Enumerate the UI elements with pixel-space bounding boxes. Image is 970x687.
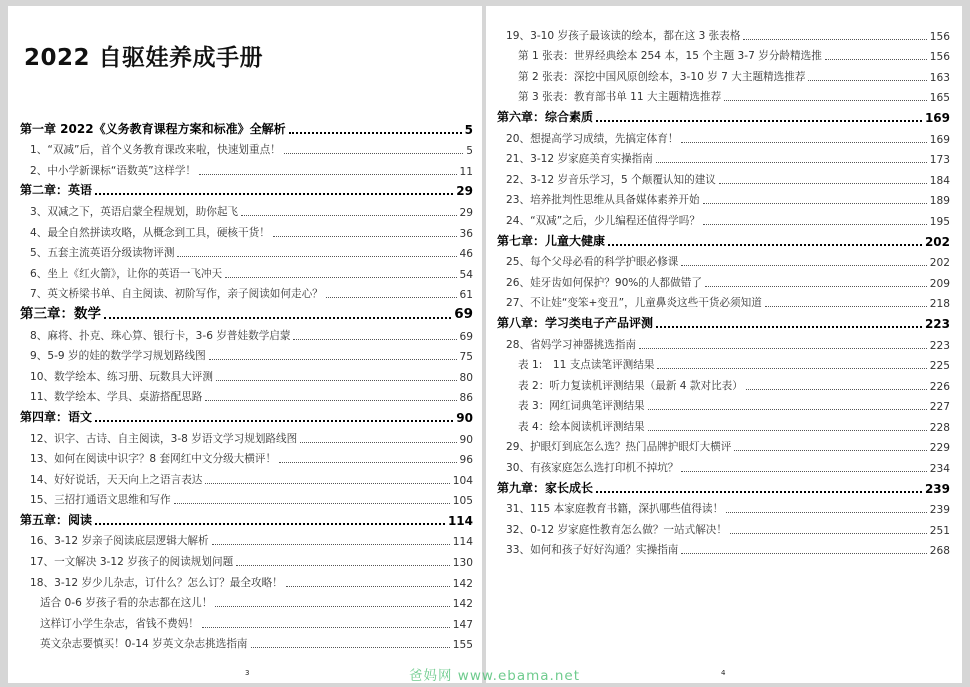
toc-entry-page-number: 105 xyxy=(452,495,473,508)
toc-entry-title: 第 2 张表：深挖中国风原创绘本，3-10 岁 7 大主题精选推荐 xyxy=(518,70,806,83)
toc-entry-page-number: 226 xyxy=(929,380,950,393)
toc-entry-page-number: 202 xyxy=(929,257,950,270)
toc-entry-page-number: 173 xyxy=(929,154,950,167)
toc-entry[interactable] xyxy=(8,198,482,219)
dot-leader xyxy=(765,306,927,307)
dot-leader xyxy=(639,348,927,349)
toc-entry-title: 表 3：网红词典笔评测结果 xyxy=(518,400,645,413)
page-number: 4 xyxy=(721,669,726,677)
toc-chapter-entry[interactable] xyxy=(8,404,482,425)
toc-entry-title: 20、想提高学习成绩，先搞定体育！ xyxy=(506,132,679,145)
dot-leader xyxy=(241,215,456,216)
toc-entry[interactable] xyxy=(486,454,962,475)
toc-entry-page-number: 46 xyxy=(459,248,473,261)
toc-entry-title: 10、数学绘本、练习册、玩数具大评测 xyxy=(30,370,213,383)
toc-entry-title: 第五章：阅读 xyxy=(20,512,93,527)
toc-entry[interactable] xyxy=(486,372,962,393)
dot-leader xyxy=(199,174,456,175)
toc-entry[interactable] xyxy=(486,331,962,352)
toc-entry-title: 31、115 本家庭教育书籍，深扒哪些值得读！ xyxy=(506,503,724,516)
toc-entry-title: 这样订小学生杂志，省钱不费妈！ xyxy=(40,617,199,630)
toc-entry[interactable] xyxy=(8,487,482,508)
dot-leader xyxy=(209,359,457,360)
dot-leader xyxy=(104,317,451,319)
toc-entry-page-number: 80 xyxy=(459,371,473,384)
toc-entry-title: 第一章 2022《义务教育课程方案和标准》全解析 xyxy=(20,121,286,136)
toc-entry[interactable] xyxy=(486,413,962,434)
toc-entry-title: 3、双减之下，英语启蒙全程规划，助你起飞 xyxy=(30,205,239,218)
toc-entry-title: 13、如何在阅读中识字？8 套网红中文分级大横评！ xyxy=(30,453,277,466)
toc-entry-title: 表 2：听力复读机评测结果（最新 4 款对比表） xyxy=(518,379,743,392)
toc-entry-title: 第八章：学习类电子产品评测 xyxy=(497,315,654,330)
toc-entry-page-number: 225 xyxy=(929,360,950,373)
dot-leader xyxy=(251,647,450,648)
document-page-left xyxy=(8,6,482,683)
toc-entry-page-number: 234 xyxy=(929,463,950,476)
toc-entry-title: 第九章：家长成长 xyxy=(497,480,594,495)
toc-entry-page-number: 69 xyxy=(454,305,473,322)
toc-entry[interactable] xyxy=(486,166,962,187)
toc-entry-page-number: 5 xyxy=(466,145,473,158)
dot-leader xyxy=(289,132,462,134)
toc-entry[interactable] xyxy=(8,466,482,487)
toc-entry-page-number: 86 xyxy=(459,392,473,405)
toc-entry-page-number: 239 xyxy=(924,481,950,496)
toc-entry[interactable] xyxy=(486,516,962,537)
toc-entry[interactable] xyxy=(8,322,482,343)
toc-entry-title: 33、如何和孩子好好沟通？实操指南 xyxy=(506,544,679,557)
toc-entry-title: 6、坐上《红火箭》，让你的英语一飞冲天 xyxy=(30,267,223,280)
toc-entry-page-number: 114 xyxy=(452,536,473,549)
toc-entry[interactable] xyxy=(8,260,482,281)
toc-entry-title: 18、3-12 岁少儿杂志，订什么？怎么订？最全攻略！ xyxy=(30,576,283,589)
toc-entry-page-number: 130 xyxy=(452,557,473,570)
toc-entry-title: 第二章：英语 xyxy=(20,183,93,198)
dot-leader xyxy=(648,430,927,431)
toc-entry-page-number: 29 xyxy=(459,206,473,219)
toc-entry-page-number: 189 xyxy=(929,195,950,208)
dot-leader xyxy=(724,100,927,101)
dot-leader xyxy=(681,553,926,554)
toc-entry-title: 21、3-12 岁家庭美育实操指南 xyxy=(506,153,653,166)
dot-leader xyxy=(726,512,927,513)
toc-chapter-entry[interactable] xyxy=(8,116,482,137)
toc-entry[interactable] xyxy=(486,249,962,270)
toc-entry-page-number: 69 xyxy=(459,330,473,343)
dot-leader xyxy=(656,162,927,163)
toc-entry-page-number: 223 xyxy=(929,339,950,352)
toc-entry[interactable] xyxy=(486,84,962,105)
toc-entry-page-number: 268 xyxy=(929,545,950,558)
dot-leader xyxy=(681,265,926,266)
toc-entry[interactable] xyxy=(8,446,482,467)
toc-entry-page-number: 104 xyxy=(452,474,473,487)
toc-entry-page-number: 202 xyxy=(924,234,950,249)
dot-leader xyxy=(212,544,450,545)
dot-leader xyxy=(596,491,922,493)
toc-chapter-entry[interactable] xyxy=(486,104,962,125)
toc-entry-title: 14、好好说话，天天向上之语言表达 xyxy=(30,473,203,486)
dot-leader xyxy=(293,339,456,340)
table-of-contents-left xyxy=(8,116,482,651)
toc-entry-page-number: 147 xyxy=(452,618,473,631)
toc-entry[interactable] xyxy=(8,528,482,549)
toc-entry-page-number: 61 xyxy=(459,289,473,302)
toc-entry[interactable] xyxy=(8,384,482,405)
dot-leader xyxy=(681,471,926,472)
toc-entry-title: 第三章：数学 xyxy=(20,305,101,322)
toc-entry[interactable] xyxy=(486,146,962,167)
toc-entry-page-number: 165 xyxy=(929,92,950,105)
toc-entry-title: 7、英文桥梁书单、自主阅读、初阶写作，亲子阅读如何走心？ xyxy=(30,288,323,301)
dot-leader xyxy=(326,297,457,298)
toc-entry-page-number: 156 xyxy=(929,51,950,64)
dot-leader xyxy=(596,120,922,122)
dot-leader xyxy=(743,39,926,40)
toc-entry-title: 2、中小学新课标“语数英”这样学！ xyxy=(30,164,197,177)
toc-entry-page-number: 184 xyxy=(929,174,950,187)
toc-entry-page-number: 218 xyxy=(929,298,950,311)
page-number: 3 xyxy=(245,669,250,677)
toc-entry[interactable] xyxy=(8,343,482,364)
dot-leader xyxy=(205,400,456,401)
dot-leader xyxy=(279,462,456,463)
dot-leader xyxy=(734,450,926,451)
toc-entry[interactable] xyxy=(8,569,482,590)
dot-leader xyxy=(286,586,450,587)
toc-entry-page-number: 163 xyxy=(929,71,950,84)
toc-entry[interactable] xyxy=(8,281,482,302)
toc-entry[interactable] xyxy=(8,157,482,178)
toc-entry-title: 26、娃牙齿如何保护？90%的人都做错了 xyxy=(506,276,702,289)
toc-entry-page-number: 229 xyxy=(929,442,950,455)
toc-entry-title: 32、0-12 岁家庭性教育怎么做？一站式解决！ xyxy=(506,523,727,536)
toc-entry[interactable] xyxy=(486,269,962,290)
toc-entry-page-number: 223 xyxy=(924,316,950,331)
toc-chapter-entry[interactable] xyxy=(8,301,482,322)
toc-entry[interactable] xyxy=(8,425,482,446)
toc-entry-page-number: 11 xyxy=(459,165,473,178)
toc-entry-title: 11、数学绘本、学具、桌游搭配思路 xyxy=(30,391,203,404)
toc-entry-page-number: 90 xyxy=(459,433,473,446)
toc-entry-page-number: 96 xyxy=(459,454,473,467)
toc-entry-title: 8、麻将、扑克、珠心算、银行卡，3-6 岁普娃数学启蒙 xyxy=(30,329,291,342)
toc-entry-title: 第四章：语文 xyxy=(20,409,93,424)
toc-entry[interactable] xyxy=(8,137,482,158)
toc-entry-title: 第六章：综合素质 xyxy=(497,109,594,124)
dot-leader xyxy=(95,420,453,422)
dot-leader xyxy=(681,142,926,143)
toc-entry[interactable] xyxy=(8,363,482,384)
dot-leader xyxy=(808,80,926,81)
toc-entry-title: 英文杂志要慎买！0-14 岁英文杂志挑选指南 xyxy=(40,638,248,651)
dot-leader xyxy=(273,236,457,237)
toc-entry[interactable] xyxy=(486,537,962,558)
dot-leader xyxy=(202,627,450,628)
toc-entry-title: 5、五套主流英语分级读物评测 xyxy=(30,247,175,260)
toc-entry-title: 第 1 张表：世界经典绘本 254 本，15 个主题 3-7 岁分龄精选推 xyxy=(518,50,822,63)
dot-leader xyxy=(656,326,922,328)
toc-entry-title: 4、最全自然拼读攻略，从概念到工具，硬核干货！ xyxy=(30,226,270,239)
toc-entry-title: 表 4：绘本阅读机评测结果 xyxy=(518,420,645,433)
toc-entry[interactable] xyxy=(486,63,962,84)
dot-leader xyxy=(177,256,456,257)
toc-entry-page-number: 90 xyxy=(456,410,473,425)
toc-entry-page-number: 209 xyxy=(929,277,950,290)
toc-chapter-entry[interactable] xyxy=(486,310,962,331)
toc-entry[interactable] xyxy=(486,207,962,228)
toc-entry-title: 第 3 张表：教育部书单 11 大主题精选推荐 xyxy=(518,91,722,104)
toc-chapter-entry[interactable] xyxy=(486,475,962,496)
dot-leader xyxy=(657,368,926,369)
toc-entry-title: 第七章：儿童大健康 xyxy=(497,233,606,248)
document-page-right xyxy=(486,6,962,683)
dot-leader xyxy=(703,224,927,225)
dot-leader xyxy=(216,380,457,381)
toc-entry-title: 12、识字、古诗、自主阅读，3-8 岁语文学习规划路线图 xyxy=(30,432,298,445)
dot-leader xyxy=(608,244,922,246)
toc-entry[interactable] xyxy=(486,434,962,455)
toc-entry-page-number: 195 xyxy=(929,215,950,228)
toc-entry-page-number: 227 xyxy=(929,401,950,414)
document-title: 2022 自驱娃养成手册 xyxy=(24,45,264,71)
toc-entry[interactable] xyxy=(8,219,482,240)
toc-entry-page-number: 228 xyxy=(929,421,950,434)
toc-entry[interactable] xyxy=(486,290,962,311)
toc-entry-title: 适合 0-6 岁孩子看的杂志都在这儿！ xyxy=(40,597,213,610)
toc-entry-title: 19、3-10 岁孩子最该读的绘本，都在这 3 张表格 xyxy=(506,29,741,42)
watermark-text: 爸妈网 www.ebama.net xyxy=(409,668,580,684)
toc-entry-title: 1、“双减”后，首个义务教育课改来啦，快速划重点！ xyxy=(30,144,281,157)
dot-leader xyxy=(703,203,927,204)
dot-leader xyxy=(746,389,927,390)
toc-entry[interactable] xyxy=(8,240,482,261)
dot-leader xyxy=(95,523,445,525)
dot-leader xyxy=(205,483,449,484)
dot-leader xyxy=(730,533,927,534)
dot-leader xyxy=(215,606,449,607)
toc-entry-page-number: 142 xyxy=(452,577,473,590)
dot-leader xyxy=(284,153,463,154)
toc-entry[interactable] xyxy=(8,590,482,611)
dot-leader xyxy=(236,565,450,566)
toc-chapter-entry[interactable] xyxy=(8,507,482,528)
toc-entry-title: 22、3-12 岁音乐学习，5 个颠覆认知的建议 xyxy=(506,173,716,186)
toc-entry-page-number: 142 xyxy=(452,598,473,611)
toc-entry-title: 23、培养批判性思维从具备媒体素养开始 xyxy=(506,194,700,207)
toc-entry-page-number: 251 xyxy=(929,524,950,537)
toc-entry-title: 28、省妈学习神器挑选指南 xyxy=(506,338,637,351)
toc-entry-title: 30、有孩家庭怎么选打印机不掉坑？ xyxy=(506,462,679,475)
dot-leader xyxy=(174,503,450,504)
dot-leader xyxy=(95,193,453,195)
toc-entry-page-number: 169 xyxy=(929,133,950,146)
toc-entry[interactable] xyxy=(486,187,962,208)
toc-entry-page-number: 155 xyxy=(452,639,473,652)
toc-entry[interactable] xyxy=(486,43,962,64)
toc-entry-title: 9、5-9 岁的娃的数学学习规划路线图 xyxy=(30,350,206,363)
dot-leader xyxy=(719,183,927,184)
toc-entry-page-number: 75 xyxy=(459,351,473,364)
toc-entry[interactable] xyxy=(486,496,962,517)
toc-chapter-entry[interactable] xyxy=(8,178,482,199)
toc-entry[interactable] xyxy=(8,610,482,631)
dot-leader xyxy=(705,286,927,287)
toc-entry-page-number: 29 xyxy=(456,184,473,199)
toc-entry[interactable] xyxy=(486,22,962,43)
toc-entry-title: 17、一文解决 3-12 岁孩子的阅读规划问题 xyxy=(30,556,234,569)
toc-entry[interactable] xyxy=(486,352,962,373)
dot-leader xyxy=(825,59,927,60)
toc-entry-page-number: 54 xyxy=(459,268,473,281)
toc-chapter-entry[interactable] xyxy=(486,228,962,249)
toc-entry-title: 24、“双减”之后，少儿编程还值得学吗？ xyxy=(506,214,700,227)
dot-leader xyxy=(300,442,456,443)
toc-entry-title: 表 1: 11 支点读笔评测结果 xyxy=(518,359,655,372)
dot-leader xyxy=(225,277,456,278)
toc-entry-title: 15、三招打通语文思维和写作 xyxy=(30,494,171,507)
dot-leader xyxy=(648,409,927,410)
table-of-contents-right xyxy=(486,22,962,557)
toc-entry-title: 27、不让娃“变笨+变丑”，儿童鼻炎这些干货必须知道 xyxy=(506,297,762,310)
toc-entry-page-number: 239 xyxy=(929,504,950,517)
toc-entry-page-number: 36 xyxy=(459,227,473,240)
toc-entry[interactable] xyxy=(486,393,962,414)
toc-entry-page-number: 114 xyxy=(447,513,473,528)
toc-entry[interactable] xyxy=(8,631,482,652)
toc-entry-page-number: 5 xyxy=(464,122,473,137)
toc-entry[interactable] xyxy=(486,125,962,146)
toc-entry-title: 25、每个父母必看的科学护眼必修课 xyxy=(506,256,679,269)
toc-entry[interactable] xyxy=(8,548,482,569)
toc-entry-title: 16、3-12 岁亲子阅读底层逻辑大解析 xyxy=(30,535,209,548)
toc-entry-page-number: 156 xyxy=(929,30,950,43)
toc-entry-page-number: 169 xyxy=(924,110,950,125)
toc-entry-title: 29、护眼灯到底怎么选？热门品牌护眼灯大横评 xyxy=(506,441,732,454)
